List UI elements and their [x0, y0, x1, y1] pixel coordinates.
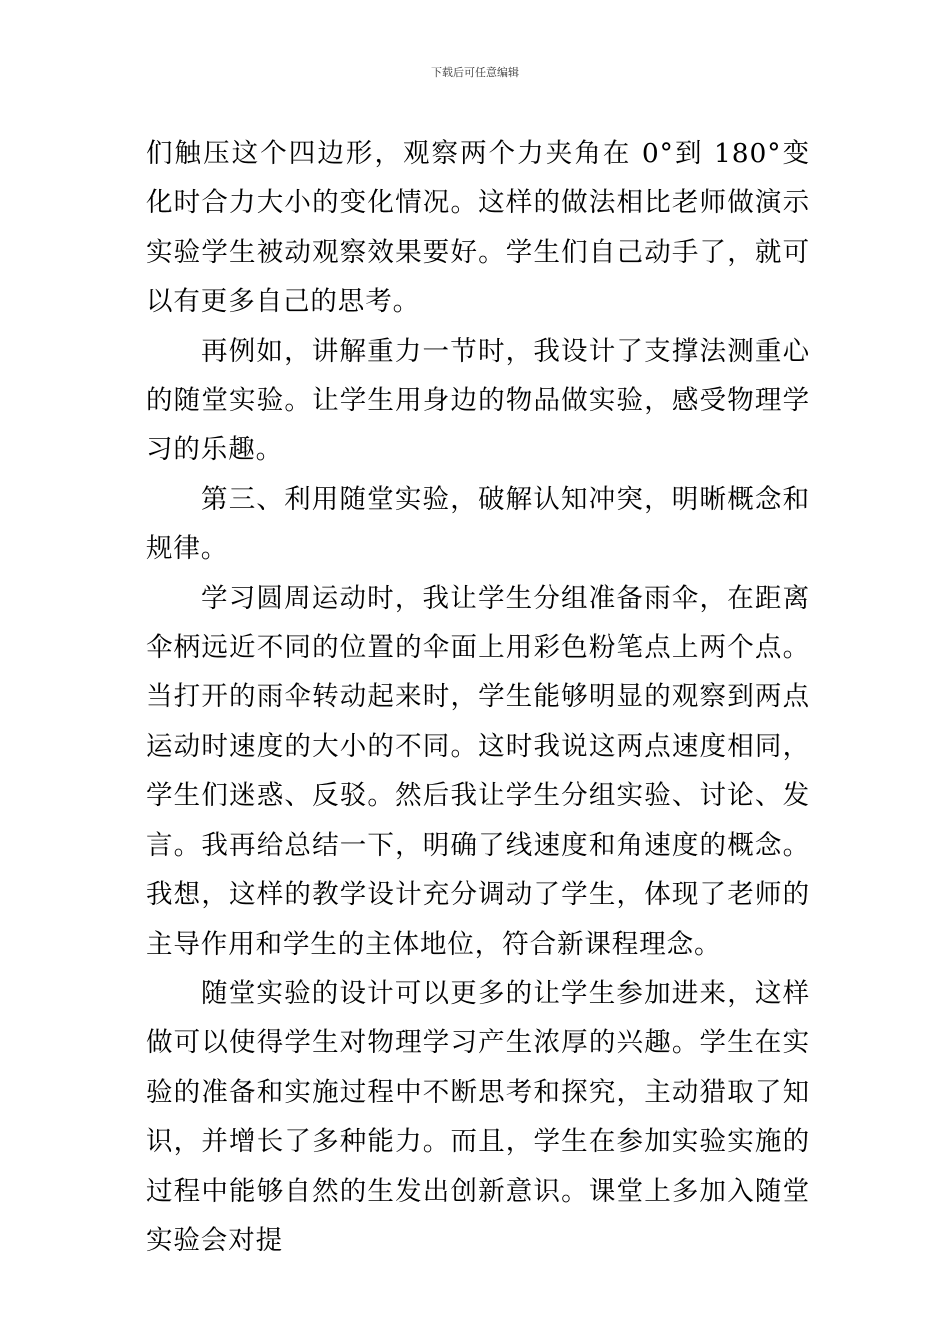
document-body: [146, 129, 810, 1265]
paragraph-continued: 们触压这个四边形，观察两个力夹角在 0°到 180°变化时合力大小的变化情况。这样的做法相比老师做演示实验学生被动观察效果要好。学生们自己动手了，就可以有更多自己的思考。: [146, 138, 810, 318]
paragraph-gravity-example: 再例如，讲解重力一节时，我设计了支撑法测重心的随堂实验。让学生用身边的物品做实验，感受物理学习的乐趣。: [146, 335, 810, 466]
paragraph-circular-motion: 学习圆周运动时，我让学生分组准备雨伞，在距离伞柄远近不同的位置的伞面上用彩色粉笔点上两个点。当打开的雨伞转动起来时，学生能够明显的观察到两点运动时速度的大小的不同。这时我说这两点速度相同，学生们迷惑、反驳。然后我让学生分组实验、讨论、发言。我再给总结一下，明确了线速度和角速度的概念。我想，这样的教学设计充分调动了学生，体现了老师的主导作用和学生的主体地位，符合新课程理念。: [146, 582, 810, 960]
paragraph-conclusion: 随堂实验的设计可以更多的让学生参加进来，这样做可以使得学生对物理学习产生浓厚的兴趣。学生在实验的准备和实施过程中不断思考和探究，主动猎取了知识，并增长了多种能力。而且，学生在参加实验实施的过程中能够自然的生发出创新意识。课堂上多加入随堂实验会对提: [146, 977, 810, 1256]
paragraph-section-three-heading: 第三、利用随堂实验，破解认知冲突，明晰概念和规律。: [146, 483, 810, 565]
page-header: 下载后可任意编辑: [431, 66, 519, 79]
